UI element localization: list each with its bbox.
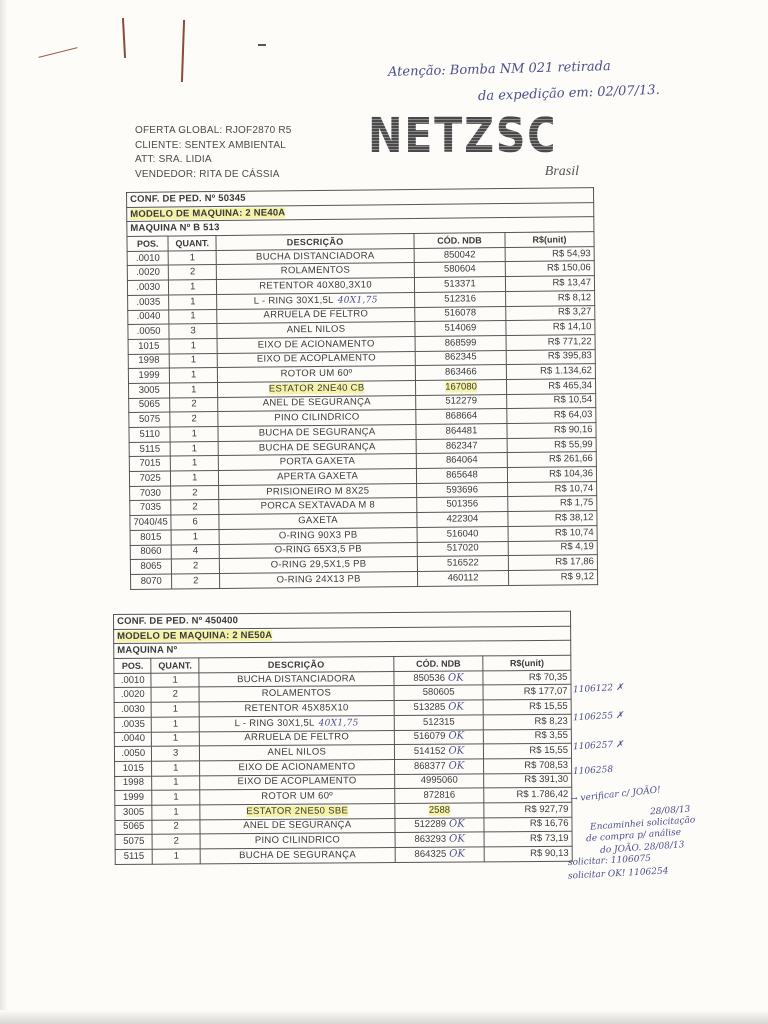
offer-number: OFERTA GLOBAL: RJOF2870 R5	[135, 125, 292, 136]
side-note: 28/08/13	[649, 804, 691, 818]
row-cod: 516078	[415, 306, 506, 322]
row-pos: 7015	[129, 456, 170, 471]
table-row	[115, 846, 572, 864]
row-qty: 2	[169, 265, 217, 280]
ok-mark: OK	[447, 672, 464, 684]
row-cod: 580605	[394, 685, 484, 700]
row-pos: .0040	[128, 310, 169, 325]
row-qty: 1	[152, 761, 200, 776]
row-desc: PORTA GAXETA	[218, 454, 416, 471]
row-price: R$ 4,19	[508, 540, 597, 556]
row-pos: 5065	[115, 820, 153, 835]
row-qty: 1	[170, 382, 218, 397]
row-price: R$ 261,66	[507, 452, 596, 468]
row-cod: 872816	[395, 788, 485, 803]
row-pos: 7025	[129, 471, 170, 486]
row-pos: 1999	[115, 790, 153, 805]
handwritten-ring-size: 40X1,75	[337, 295, 378, 306]
ok-mark: OK	[449, 848, 465, 860]
row-desc: L - RING 30X1,5L 40X1,75	[199, 715, 394, 731]
row-pos: .0035	[128, 295, 169, 310]
row-price: R$ 10,74	[507, 481, 596, 497]
row-pos: 7035	[130, 500, 171, 515]
row-pos: 7040/45	[130, 515, 171, 530]
machine-number: MAQUINA Nº	[114, 641, 571, 659]
row-price: R$ 16,76	[484, 817, 572, 832]
row-desc: O-RING 29,5X1,5 PB	[219, 557, 417, 574]
row-price: R$ 1.786,42	[484, 788, 572, 803]
row-cod: 516522	[417, 556, 508, 572]
row-desc: GAXETA	[219, 513, 417, 530]
col-header-cod: CÓD. NDB	[414, 233, 505, 249]
row-price: R$ 8,12	[505, 290, 594, 306]
row-qty: 2	[170, 412, 218, 427]
row-cod: 513371	[414, 277, 505, 293]
row-pos: 3005	[115, 805, 153, 820]
row-qty: 4	[172, 544, 220, 559]
row-pos: .0010	[114, 673, 152, 688]
client-name: CLIENTE: SENTEX AMBIENTAL	[135, 139, 286, 151]
row-price: R$ 1,75	[508, 496, 597, 512]
row-desc: ANEL DE SEGURANÇA	[200, 818, 395, 834]
side-note: Encaminhei solicitação	[589, 815, 696, 833]
col-header-price: R$(unit)	[483, 655, 571, 670]
page-shadow-left	[0, 0, 8, 1024]
ok-mark: OK	[449, 833, 465, 845]
row-price: R$ 54,93	[505, 246, 594, 262]
row-price: R$ 10,54	[507, 393, 596, 409]
row-desc: ARRUELA DE FELTRO	[217, 307, 415, 324]
row-desc: ANEL DE SEGURANÇA	[218, 395, 416, 412]
row-pos: 8065	[130, 559, 171, 574]
side-note: do JOÃO. 28/08/13	[599, 840, 685, 856]
row-price: R$ 15,55	[484, 743, 572, 758]
side-note: 1106122 ✗	[572, 682, 624, 696]
row-cod: 863466	[415, 365, 506, 381]
netzsch-logo	[368, 108, 596, 179]
row-qty: 2	[151, 687, 199, 702]
row-desc: BUCHA DE SEGURANÇA	[218, 439, 416, 456]
row-price: R$ 927,79	[484, 802, 572, 817]
row-cod: 422304	[417, 512, 508, 528]
logo-wordmark: NETZSCH	[368, 108, 596, 164]
row-desc: APERTA GAXETA	[219, 469, 417, 486]
row-cod: 514069	[415, 321, 506, 337]
row-cod: 512289 OK	[395, 818, 485, 833]
row-qty: 1	[152, 702, 200, 717]
row-cod: 516040	[417, 526, 508, 542]
row-cod: 862345	[415, 350, 506, 366]
row-desc: EIXO DE ACIONAMENTO	[217, 336, 415, 353]
col-header-qty: QUANT.	[168, 236, 216, 251]
row-price: R$ 3,55	[484, 729, 572, 744]
row-cod: 580604	[414, 262, 505, 278]
row-cod: 513285 OK	[394, 700, 484, 715]
row-desc: ANEL NILOS	[217, 322, 415, 339]
col-header-cod: CÓD. NDB	[394, 656, 484, 671]
row-pos: 1998	[115, 776, 153, 791]
row-qty: 6	[171, 515, 219, 530]
row-desc: BUCHA DE SEGURANÇA	[218, 424, 416, 441]
side-note: solicitar OK! 1106254	[567, 866, 669, 882]
row-price: R$ 15,55	[483, 699, 571, 714]
row-desc: PORCA SEXTAVADA M 8	[219, 498, 417, 515]
row-pos: 3005	[129, 383, 170, 398]
row-qty: 1	[171, 471, 219, 486]
row-price: R$ 55,99	[507, 437, 596, 453]
offer-header	[135, 124, 292, 182]
row-pos: 5075	[115, 835, 153, 850]
row-desc: ANEL NILOS	[199, 745, 394, 761]
row-desc: BUCHA DISTANCIADORA	[216, 248, 414, 265]
row-desc: PINO CILINDRICO	[218, 410, 416, 427]
row-qty: 1	[151, 673, 199, 688]
row-desc: O-RING 90X3 PB	[219, 527, 417, 544]
ok-mark: OK	[449, 819, 465, 831]
row-desc: ROLAMENTOS	[199, 686, 394, 702]
seller-name: VENDEDOR: RITA DE CÁSSIA	[135, 168, 280, 180]
row-cod: 868664	[416, 409, 507, 425]
row-qty: 2	[152, 820, 200, 835]
row-pos: 5115	[115, 849, 153, 864]
machine-number: MAQUINA Nº B 513	[127, 217, 594, 237]
paper-mark	[181, 20, 185, 82]
order-table-2	[113, 611, 573, 865]
row-desc: ROLAMENTOS	[216, 263, 414, 280]
row-qty: 3	[152, 746, 200, 761]
row-pos: .0020	[127, 265, 168, 280]
row-desc: PRISIONEIRO M 8X25	[219, 483, 417, 500]
row-pos: .0020	[114, 688, 152, 703]
row-price: R$ 90,16	[507, 423, 596, 439]
row-price: R$ 9,12	[508, 569, 597, 585]
row-pos: 5075	[129, 412, 170, 427]
row-qty: 1	[152, 790, 200, 805]
row-cod: 2588	[395, 803, 485, 818]
row-qty: 1	[168, 250, 216, 265]
row-qty: 3	[169, 324, 217, 339]
row-cod: 516079 OK	[394, 729, 484, 744]
row-price: R$ 13,47	[505, 276, 594, 292]
row-qty: 1	[171, 456, 219, 471]
row-qty: 1	[152, 805, 200, 820]
row-qty: 1	[171, 529, 219, 544]
attention: ATT: SRA. LIDIA	[135, 154, 212, 165]
row-desc: O-RING 65X3,5 PB	[219, 542, 417, 559]
row-cod: 850042	[414, 247, 505, 263]
row-qty: 1	[153, 849, 201, 864]
row-pos: 8015	[130, 530, 171, 545]
row-qty: 1	[152, 731, 200, 746]
row-price: R$ 38,12	[508, 511, 597, 527]
row-pos: .0030	[127, 280, 168, 295]
row-pos: .0010	[127, 251, 168, 266]
row-pos: 5110	[129, 427, 170, 442]
row-price: R$ 465,34	[506, 379, 595, 395]
row-pos: 7030	[130, 486, 171, 501]
row-desc: ESTATOR 2NE50 SBE	[200, 803, 395, 819]
row-cod: 512279	[416, 394, 507, 410]
row-pos: .0030	[114, 702, 152, 717]
machine-model: MODELO DE MAQUINA: 2 NE50A	[114, 626, 571, 644]
col-header-pos: POS.	[114, 658, 152, 673]
ok-mark: OK	[448, 760, 465, 772]
handwritten-note-line1: Atenção: Bomba NM 021 retirada	[387, 59, 611, 80]
row-price: R$ 391,30	[484, 773, 572, 788]
row-qty: 2	[170, 397, 218, 412]
row-desc: O-RING 24X13 PB	[220, 571, 418, 588]
row-pos: 8060	[130, 545, 171, 560]
row-pos: 1998	[128, 354, 169, 369]
row-cod: 850536 OK	[394, 671, 484, 686]
row-cod: 460112	[418, 570, 509, 586]
col-header-qty: QUANT.	[151, 658, 199, 673]
row-cod: 517020	[417, 541, 508, 557]
row-desc: ARRUELA DE FELTRO	[199, 730, 394, 746]
col-header-pos: POS.	[127, 236, 168, 251]
row-desc: EIXO DE ACOPLAMENTO	[217, 351, 415, 368]
col-header-desc: DESCRIÇÃO	[199, 657, 394, 673]
col-header-price: R$(unit)	[505, 232, 594, 248]
row-price: R$ 3,27	[506, 305, 595, 321]
row-price: R$ 771,22	[506, 334, 595, 350]
row-pos: .0040	[114, 732, 152, 747]
row-cod: 501356	[417, 497, 508, 513]
row-qty: 1	[169, 338, 217, 353]
page-shadow-bottom	[0, 1010, 768, 1024]
row-cod: 862347	[416, 438, 507, 454]
row-cod: 868599	[415, 335, 506, 351]
row-price: R$ 73,19	[484, 832, 572, 847]
row-price: R$ 395,83	[506, 349, 595, 365]
row-cod: 863293 OK	[395, 832, 485, 847]
side-note: 1106255 ✗	[572, 710, 624, 724]
paper-mark	[38, 47, 77, 58]
row-pos: 1999	[128, 368, 169, 383]
row-price: R$ 10,74	[508, 525, 597, 541]
row-cod: 167080	[416, 379, 507, 395]
row-price: R$ 17,86	[508, 555, 597, 571]
order-table-1	[126, 187, 598, 589]
row-desc: EIXO DE ACOPLAMENTO	[200, 774, 395, 790]
row-qty: 1	[152, 775, 200, 790]
row-pos: .0050	[114, 746, 152, 761]
row-pos: 5115	[129, 442, 170, 457]
row-desc: RETENTOR 45X85X10	[199, 701, 394, 717]
row-cod: 512315	[394, 715, 484, 730]
side-note: de compra p/ análise	[585, 827, 682, 845]
row-qty: 2	[172, 573, 220, 588]
row-desc: L - RING 30X1,5L 40X1,75	[217, 292, 415, 309]
row-pos: 5065	[129, 398, 170, 413]
row-cod: 593696	[417, 482, 508, 498]
row-desc: ROTOR UM 60º	[217, 366, 415, 383]
row-desc: PINO CILINDRICO	[200, 833, 395, 849]
row-qty: 1	[170, 427, 218, 442]
row-qty: 2	[172, 559, 220, 574]
row-desc: BUCHA DISTANCIADORA	[199, 671, 394, 687]
machine-model: MODELO DE MAQUINA: 2 NE40A	[127, 202, 594, 222]
row-pos: 1015	[128, 339, 169, 354]
row-qty: 1	[169, 294, 217, 309]
handwritten-ring-size: 40X1,75	[318, 717, 359, 729]
row-cod: 4995060	[394, 773, 484, 788]
row-price: R$ 14,10	[506, 320, 595, 336]
row-qty: 1	[169, 309, 217, 324]
row-pos: 8070	[131, 574, 172, 589]
row-qty: 2	[171, 500, 219, 515]
row-cod: 864481	[416, 424, 507, 440]
row-desc: ESTATOR 2NE40 CB	[218, 380, 416, 397]
row-price: R$ 64,03	[507, 408, 596, 424]
row-desc: RETENTOR 40X80,3X10	[217, 278, 415, 295]
row-price: R$ 177,07	[483, 685, 571, 700]
side-note: 1106258	[572, 764, 614, 778]
handwritten-note-line2: da expedição em: 02/07/13.	[477, 82, 660, 105]
row-desc: EIXO DE ACIONAMENTO	[199, 759, 394, 775]
row-price: R$ 8,23	[483, 714, 571, 729]
ok-mark: OK	[448, 701, 464, 713]
row-cod: 512316	[415, 291, 506, 307]
row-price: R$ 70,35	[483, 670, 571, 685]
side-note: → verificar c/ JOÃO!	[569, 785, 662, 805]
row-qty: 1	[169, 280, 217, 295]
logo-subtitle: Brasil	[544, 164, 579, 179]
row-qty: 1	[170, 353, 218, 368]
row-cod: 864064	[416, 453, 507, 469]
row-qty: 1	[170, 368, 218, 383]
row-qty: 2	[153, 834, 201, 849]
side-note: 1106257 ✗	[572, 739, 624, 753]
side-note: solicitar: 1106075	[567, 853, 652, 869]
row-pos: 1015	[115, 761, 153, 776]
order-number: CONF. DE PED. Nº 450400	[114, 611, 571, 629]
row-qty: 1	[170, 441, 218, 456]
row-price: R$ 90,13	[484, 846, 572, 861]
row-cod: 865648	[416, 468, 507, 484]
paper-mark	[258, 44, 266, 46]
row-desc: BUCHA DE SEGURANÇA	[200, 848, 395, 864]
row-qty: 2	[171, 485, 219, 500]
row-desc: ROTOR UM 60º	[200, 789, 395, 805]
row-price: R$ 150,06	[505, 261, 594, 277]
row-price: R$ 104,36	[507, 467, 596, 483]
col-header-desc: DESCRIÇÃO	[216, 234, 414, 251]
paper-mark	[122, 18, 126, 58]
row-cod: 864325 OK	[395, 847, 485, 862]
row-qty: 1	[152, 717, 200, 732]
row-price: R$ 1.134,62	[506, 364, 595, 380]
row-price: R$ 708,53	[484, 758, 572, 773]
row-pos: .0035	[114, 717, 152, 732]
order-number: CONF. DE PED. Nº 50345	[127, 188, 594, 208]
row-cod: 514152 OK	[394, 744, 484, 759]
row-pos: .0050	[128, 324, 169, 339]
ok-mark: OK	[448, 730, 465, 743]
row-cod: 868377 OK	[394, 759, 484, 774]
ok-mark: OK	[448, 745, 465, 757]
